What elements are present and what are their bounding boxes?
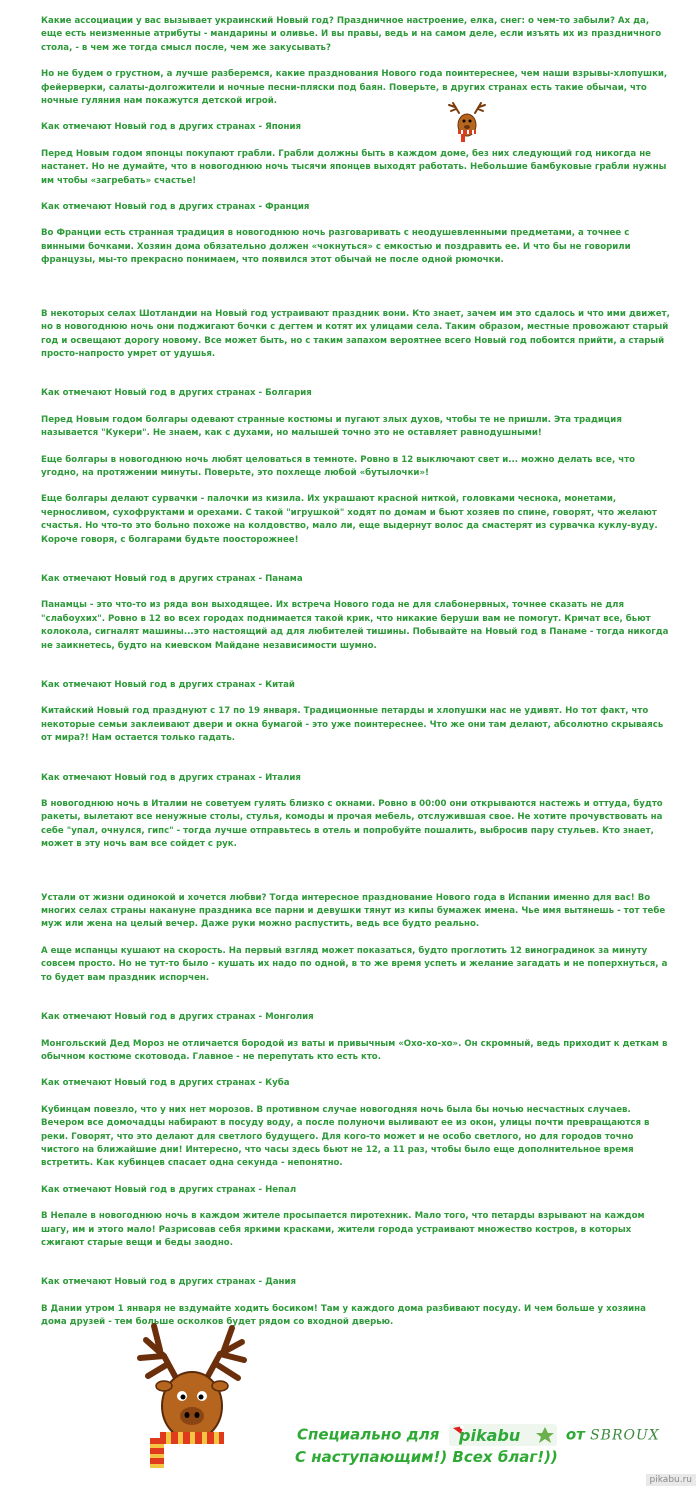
pikabu-logo	[449, 1424, 557, 1446]
signature-line2: С наступающим!) Всех благ!))	[295, 1447, 558, 1466]
paragraph: А еще испанцы кушают на скорость. На первый взгляд может показаться, будто проглотить 12 виноградинок за минуту совсем просто. Но не тут-то было - кушать их надо по одной, в то же время успеть и желание загадать и не поперхнуться, а то будет вам праздник испорчен.	[41, 945, 668, 983]
section-heading-france: Как отмечают Новый год в других странах - Франция	[41, 202, 310, 213]
paragraph: Но не будем о грустном, а лучше разберемся, какие празднования Нового года поинтереснее, чем наши взрывы-хлопушки, фейерверки, салаты-долгожители и ночные песни-пляски под баян. Поверьте, в других странах есть такие обычаи, что ночные гуляния нам покажутся детской игрой.	[41, 69, 668, 107]
paragraph: Какие ассоциации у вас вызывает украинский Новый год? Праздничное настроение, елка, снег: о чем-то забыли? Ах да, еще есть неизменные атрибуты - мандарины и оливье. И вы правы, ведь и на самом деле, если изъять их из праздничного стола, - в чем же тогда смысл после, чем же закусывать?	[41, 16, 662, 53]
section-heading-japan: Как отмечают Новый год в других странах - Япония	[41, 122, 302, 133]
section-heading-italy: Как отмечают Новый год в других странах - Италия	[41, 772, 301, 783]
article-body	[41, 15, 671, 1330]
paragraph: Панамцы - это что-то из ряда вон выходящее. Их встреча Нового года не для слабонервных, точнее сказать не для "слабоухих". Ровно в 12 во всех городах поднимается такой крик, что никакие беруши вам не помогут. Кричат все, бьют колокола, сигналят машины...это настоящий ад для любителей тишины. Побывайте на Новый год в Панаме - тогда никогда не заикнетесь, будто на киевском Майдане независимости шумно.	[41, 600, 669, 651]
site-watermark: pikabu.ru	[646, 1474, 696, 1486]
paragraph: Устали от жизни одинокой и хочется любви? Тогда интересное празднование Нового года в Испании именно для вас! Во многих селах страны накануне праздника все парни и девушки тянут из кипы бумажек имена. Чье имя вытянешь - тот тебе муж или жена на целый вечер. Даже руки можно распустить, ведь все будто реально.	[41, 892, 666, 930]
paragraph: Еще болгары в новогоднюю ночь любят целоваться в темноте. Ровно в 12 выключают свет и... можно делать все, что угодно, на протяжении минуты. Поверьте, это похлеще любой «бутылочки»!	[41, 454, 636, 478]
section-heading-mongolia: Как отмечают Новый год в других странах - Монголия	[41, 1012, 314, 1023]
paragraph: Перед Новым годом японцы покупают грабли. Грабли должны быть в каждом доме, без них следующий год никогда не настанет. Но не думайте, что в новогоднюю ночь тысячи японцев выходят работать. Небольшие бамбуковые грабли нужны им чтобы «загребать» счастье!	[41, 148, 667, 186]
section-heading-nepal: Как отмечают Новый год в других странах - Непал	[41, 1184, 297, 1195]
paragraph: Кубинцам повезло, что у них нет морозов. В противном случае новогодняя ночь была бы ночью несчастных случаев. Вечером все домочадцы набирают в посуду воду, а после полуночи выливают ее из окон, улицы почти превращаются в реки. Говорят, что это делают для светлого будущего. Для кого-то может и не особо светлого, но для городов точно чистого на ближайшие дни! Интересно, что часы здесь бьют не 12, а 11 раз, чтобы было еще дополнительное время встретить. Как кубинцев спасает одна секунда - непонятно.	[41, 1104, 650, 1169]
section-heading-denmark: Как отмечают Новый год в других странах - Дания	[41, 1277, 297, 1288]
paragraph: В Дании утром 1 января не вздумайте ходить босиком! Там у каждого дома разбивают посуду. И чем больше у хозяина дома друзей - тем больше осколков будет рядом со входной дверью.	[41, 1303, 646, 1328]
signature-author: SBROUX	[590, 1427, 660, 1444]
section-heading-cuba: Как отмечают Новый год в других странах - Куба	[41, 1078, 290, 1089]
paragraph: В Непале в новогоднюю ночь в каждом жителе просыпается пиротехник. Мало того, что петарды взрывают на каждом шагу, им и этого мало! Разрисовав себя яркими красками, жители города устраивают множество костров, в которых сжигают старые вещи и беды заодно.	[41, 1211, 645, 1248]
signature-line1	[297, 1424, 660, 1447]
paragraph: В некоторых селах Шотландии на Новый год устраивают праздник вони. Кто знает, зачем им это сдалось и что ими движет, но в новогоднюю ночь они поджигают бочки с дегтем и котят их улицами села. Таким образом, местные провожают старый год и освещают дорогу новому. Все может быть, но с таким запахом вероятнее всего Новый год побоится прийти, а старый просто-напросто умрет от удушья.	[41, 308, 670, 359]
signature-prefix: Специально для	[297, 1425, 440, 1444]
paragraph: Еще болгары делают сурвачки - палочки из кизила. Их украшают красной ниткой, головками чеснока, монетами, черносливом, сухофруктами и орехами. С такой "игрушкой" ходят по домам и бьют хозяев по спине, говорят, что желают счастья. Но что-то это больно похоже на колдовство, мало ли, еще выдернут волос да смастерят из сурвачка куклу-вуду. Короче говоря, с болгарами будьте поосторожнее!	[41, 494, 658, 545]
paragraph: Монгольский Дед Мороз не отличается бородой из ваты и привычным «Охо-хо-хо». Он скромный, ведь приходит к деткам в обычном костюме скотовода. Главное - не перепутать кто есть кто.	[41, 1038, 668, 1062]
section-heading-china: Как отмечают Новый год в других странах - Китай	[41, 680, 295, 690]
pikabu-logo-text: pikabu	[458, 1426, 520, 1445]
signature	[297, 1424, 660, 1468]
paragraph: Перед Новым годом болгары одевают странные костюмы и пугают злых духов, чтобы те не пришли. Эта традиция называется "Кукери". Не знаем, как с духами, но малышей точно это не оставляет равнодушными!	[41, 414, 622, 439]
paragraph: Китайский Новый год празднуют с 17 по 19 января. Традиционные петарды и хлопушки нас не удивят. Но тот факт, что некоторые семьи заклеивают двери и окна бумагой - это уже поинтереснее. Что же они там делают, абсолютно скрываясь от мира?! Нам остается только гадать.	[41, 706, 664, 744]
moose-illustration-small	[445, 97, 489, 145]
paragraph: Во Франции есть странная традиция в новогоднюю ночь разговаривать с неодушевленными предметами, а точнее с винными бочками. Хозяин дома обязательно должен «чокнуться» с емкостью и поздравить ее. И что бы не говорили французы, мы-то прекрасно понимаем, что появился этот обычай не после одной рюмочки.	[41, 228, 631, 266]
moose-illustration-large	[124, 1320, 262, 1472]
signature-mid: от	[565, 1425, 585, 1444]
section-heading-bulgaria: Как отмечают Новый год в других странах - Болгария	[41, 388, 312, 399]
section-heading-panama: Как отмечают Новый год в других странах - Панама	[41, 573, 303, 584]
paragraph: В новогоднюю ночь в Италии не советуем гулять близко с окнами. Ровно в 00:00 они открываются настежь и оттуда, будто ракеты, вылетают все ненужные столы, стулья, комоды и прочая мебель, отслужившая свое. Не хотите прочувствовать на себе "упал, очнулся, гипс" - тогда лучше отправьтесь в отель и попробуйте пошалить, выбросив пару стульев. Кто знает, может в эту ночь вам все сойдет с рук.	[41, 799, 663, 850]
